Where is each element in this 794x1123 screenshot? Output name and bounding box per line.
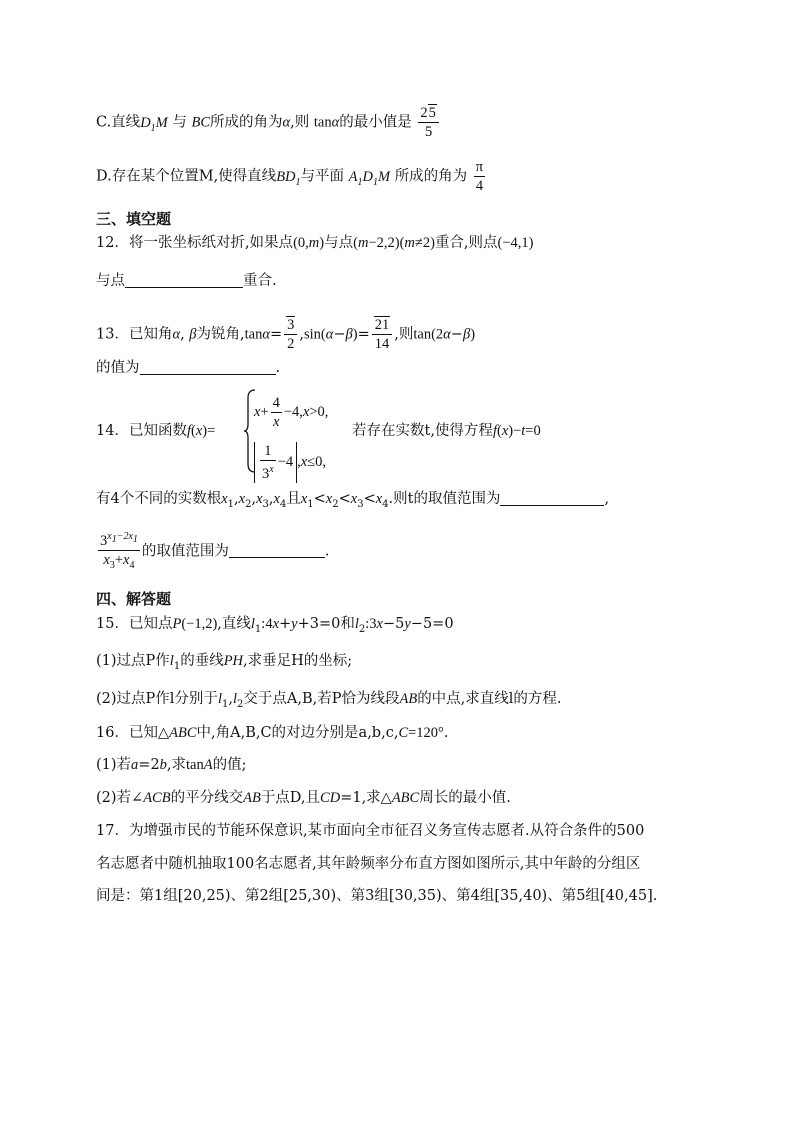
question-16-part-1: (1)若a=2b,求tanA的值; [96,757,247,773]
question-17-line-1: 17．为增强市民的节能环保意识,某市面向全市征召义务宣传志愿者.从符合条件的500 [96,823,645,839]
option-c: C.直线$D_1M$ 与 BC所成的角为α,则 tanα的最小值是 $\frac{25}{5}$ [96,104,734,141]
piece-2: $\frac{1}{3^x}$ −4 ,x≤0, [254,442,326,483]
text: ,则 [290,114,310,131]
fraction: $\frac{3}{2}$ [284,316,297,353]
question-16-part-2: (2)若∠ACB的平分线交AB于点D,且CD=1,求△ABC周长的最小值. [96,790,511,806]
text: ,求垂足H的坐标; [243,653,353,669]
question-17-line-2: 名志愿者中随机抽取100名志愿者,其年龄频率分布直方图如图所示,其中年龄的分组区 [96,856,641,872]
fraction: $\frac{\pi}{4}$ [475,159,484,194]
option-d: D.存在某个位置M,使得直线$BD_1$与平面 $A_1D_1M$ 所成的角为 $\frac{\pi}{4}$ [96,159,484,194]
text: 的垂线 [180,653,224,669]
text: D.存在某个位置M,使得直线 [96,168,277,185]
answer-blank[interactable] [229,541,325,558]
text: 为锐角, [196,326,245,343]
question-13-cont [96,357,734,379]
question-14-cont: 有4个不同的实数根$x_1,x_2,x_3,x_4$且$x_1<x_2<x_3<x_4$.则t的取值范围为 , [96,491,610,510]
text: 16．已知 [96,725,158,741]
answer-blank[interactable] [125,271,243,288]
text: 15．已知点 [96,616,173,632]
question-12: 12．将一张坐标纸对折,如果点(0,m)与点(m−2,2)(m≠2)重合,则点(−4,1) [96,235,534,251]
text: 周长的最小值. [419,790,511,806]
text: ,求 [361,790,381,806]
fraction: $\frac{21}{14}$ [372,316,393,353]
question-14: 14．已知函数f(x)= [96,423,216,439]
text: 12．将一张坐标纸对折,如果点 [96,235,294,251]
text: 所成的角为 [210,114,283,131]
text: 14．已知函数 [96,423,187,439]
text: ,则 [394,326,414,343]
text: 与平面 [300,168,345,185]
text: 重合. [243,273,277,289]
question-12-cont [96,270,734,292]
question-15: 15．已知点P(−1,2),直线$l_1:4x+y+3=0$和$l_2:3x-5y-5=0$ [96,616,454,635]
text: 所成的角为 [394,168,468,185]
fraction: $\frac{4}{x}$ [272,395,280,430]
answer-blank[interactable] [140,358,276,375]
question-17-line-3: 间是：第1组[20,25)、第2组[25,30)、第3组[30,35)、第4组[35,40)、第5组[40,45]. [96,888,658,904]
section-heading: 三、填空题 [96,210,172,228]
fraction: $\frac{3^{x_1-2x_1}}{x_3+x_4}$ [98,528,140,575]
question-16: 16．已知△ABC中,角A,B,C的对边分别是a,b,c,C=120°. [96,725,449,741]
text: .则t的取值范围为 [388,491,501,507]
text: 和 [340,616,355,632]
text: 13．已知角 [96,326,173,343]
fraction: $\frac{1}{3^x}$ [262,443,274,482]
piece-1: x+ $\frac{4}{x}$ −4,x>0, [254,395,329,430]
text: 与点 [96,273,125,289]
text: 的值为 [96,360,140,376]
text: 有4个不同的实数根 [96,491,222,507]
text: . [275,360,281,376]
question-14-text: 若存在实数t,使得方程f(x)−t=0 [352,423,541,439]
text: 的平分线交 [170,790,244,806]
text: (2)过点P作l分别于 [96,691,218,707]
text: 的最小值是 [339,114,412,131]
text: 与 [172,114,187,131]
text: 的中点,求直线l的方程. [417,691,562,707]
section-heading: 四、解答题 [96,590,172,608]
answer-blank[interactable] [500,489,604,506]
text: (1)若 [96,757,132,773]
text: 的取值范围为 [141,543,229,560]
question-13: 13．已知角α, β为锐角,tanα= $\frac{3}{2}$ ,sin(α−β)= $\frac{21}{14}$ ,则tan(2α−β) [96,317,476,352]
text: 于点D,且 [260,790,321,806]
text: ,求 [166,757,187,773]
text: 重合,则点 [434,235,498,251]
text: 的值; [212,757,247,773]
text: . [324,543,330,560]
fraction: $\frac{25}{5}$ [418,104,439,141]
text: ,直线 [217,616,251,632]
text: (1)过点P作 [96,653,170,669]
text: C.直线 [96,114,141,131]
text: 若存在实数t,使得方程 [352,423,493,439]
text: . [443,725,449,741]
text: 与点 [324,235,354,251]
text: , [604,491,610,507]
question-15-part-1: (1)过点P作$l_1$的垂线PH,求垂足H的坐标; [96,653,353,672]
text: 中,角A,B,C的对边分别是a,b,c, [196,725,399,741]
text: 交于点A,B,若P恰为线段 [243,691,400,707]
question-15-part-2: (2)过点P作l分别于$l_1,l_2$交于点A,B,若P恰为线段AB的中点,求直线l的方程. [96,691,562,710]
question-14-cont2 [96,528,734,575]
text: 且 [286,491,301,507]
text: (2)若 [96,790,132,806]
